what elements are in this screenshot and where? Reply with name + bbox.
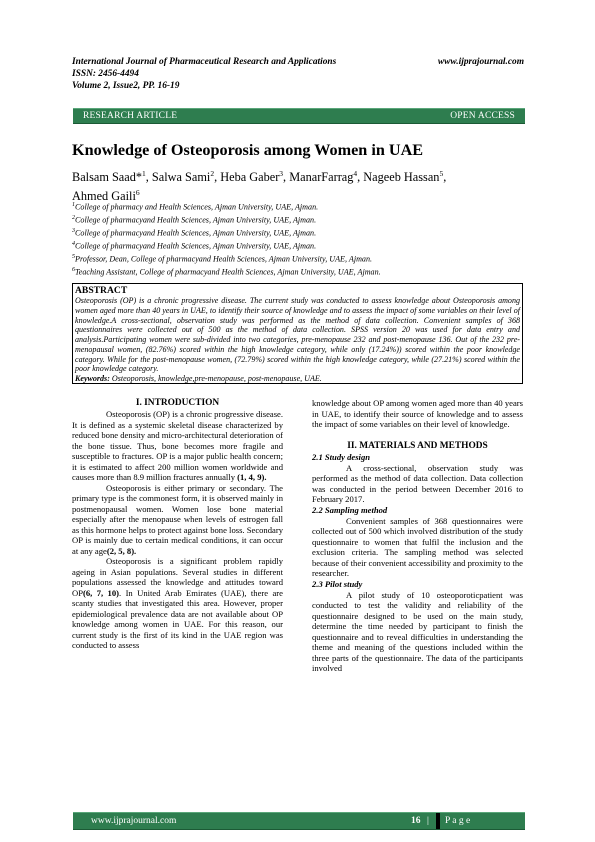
footer-url[interactable]: www.ijprajournal.com xyxy=(91,816,177,826)
paragraph: Osteoporosis is either primary or secondary. The primary type is the commonest form, it is observed mainly in postmenopausal women. Women lose bone material especially after the menopause when levels of estrogen fall as this hormone helps to protect against bone loss. Secondary OP is mainly due to certain medical conditions, it can occur at any age(2, 5, 8). xyxy=(72,482,283,556)
author: Balsam Saad*$^1$, xyxy=(72,169,152,185)
affiliation: $^1$College of pharmacy and Health Sciences, Ajman University, UAE, Ajman. xyxy=(72,202,319,212)
keywords xyxy=(75,374,520,384)
page-number: 16 xyxy=(411,816,421,826)
volume-info: Volume 2, Issue2, PP. 16-19 xyxy=(72,81,180,91)
issn: ISSN: 2456-4494 xyxy=(72,69,139,79)
section-heading-methods: II. MATERIALS AND METHODS xyxy=(347,440,488,451)
author: Heba Gaber$^3$, xyxy=(220,169,290,185)
author: Nageeb Hassan$^5$, xyxy=(363,169,447,185)
page-label: P a g e xyxy=(445,816,471,826)
paragraph: Osteoporosis (OP) is a chronic progressive disease. It is defined as a systemic skeletal disease characterized by reduced bone density and micro-architectural deterioration of the bone tissue. Thus, bone becomes more fragile and susceptible to fractures. OP is a major public health concern; it is estimated to affect 200 million women worldwide and causes more than 8.9 million fractures annually (1, 4, 9). xyxy=(72,409,283,482)
abstract-text: Osteoporosis (OP) is a chronic progressive disease. The current study was conducted to assess knowledge about Osteoporosis among women aged more than 40 years in UAE, to identify their source of knowledge and to assess the impact of some variables on their level of knowledge.A cross-sectional, observation study was performed as the method of data collection. Convenient samples of 368 questionnaires were collected out of 500 as the method of data collection. SPSS version 20 was used for data entry and analysis.Participating women were sub-divided into two categories, pre-menopause 232 and post-menopause 136. Out of the 232 pre-menopausal women, (82.76%) scored within the high knowledge category, while only (17.24%)) scored within the poor knowledge category. While for the post-menopause women, (72.79%) scored within the high knowledge category, while (27.21%) scored within the poor knowledge category. xyxy=(75,296,520,374)
citation: (6, 7, 10) xyxy=(83,587,120,598)
journal-url[interactable]: www.ijprajournal.com xyxy=(437,57,524,67)
article-type-banner xyxy=(73,108,525,124)
author-list xyxy=(72,166,532,204)
subsection-title: 2.1 Study design xyxy=(312,451,371,462)
citation: (2, 5, 8). xyxy=(106,545,137,556)
citation: (1, 4, 9). xyxy=(237,472,267,482)
author: Ahmed Gaili$^6$ xyxy=(72,188,140,204)
affiliation: $^4$College of pharmacyand Health Sciences, Ajman University, UAE, Ajman. xyxy=(72,240,317,251)
author: ManarFarrag$^4$, xyxy=(289,169,364,185)
open-access-label: OPEN ACCESS xyxy=(450,111,515,121)
affiliation-list xyxy=(72,200,532,278)
paragraph: A cross-sectional, observation study was performed as the method of data collection. Data collection was conducted in the period between December 2016 to February 2017. xyxy=(312,462,523,504)
abstract-box xyxy=(72,283,523,384)
paragraph: Osteoporosis is a significant problem rapidly ageing in Asian populations. Several studies in different populations assessed the knowledge and attitudes toward OP(6, 7, 10). In United Arab Emirates (UAE), there are scanty studies that investigated this area. However, proper epidemiological prevalence data are not available about OP knowledge among women in UAE. For this reason, our current study is the first of its kind in the UAE region was conducted to assess xyxy=(72,556,283,650)
page-separator: | xyxy=(427,816,429,826)
footer-divider xyxy=(436,813,440,829)
right-column xyxy=(312,398,523,674)
paragraph: A pilot study of 10 osteoporoticpatient was conducted to test the validity and reliability of the questionnaire designed to be used on the main study, determine the time needed by participant to finish the questionnaire and to reveal difficulties in understanding the theme and meaning of the questions included within the three parts of the questionnaire. The data of the participants involved xyxy=(312,589,523,673)
abstract-heading: ABSTRACT xyxy=(75,285,128,296)
page-footer xyxy=(73,812,525,830)
affiliation: $^3$College of pharmacyand Health Sciences, Ajman University, UAE, Ajman. xyxy=(72,227,317,238)
keywords-text: Osteoporosis, knowledge,pre-menopause, post-menopause, UAE. xyxy=(109,374,322,383)
subsection-title: 2.3 Pilot study xyxy=(312,578,363,589)
journal-name: International Journal of Pharmaceutical Research and Applications xyxy=(72,57,337,67)
paper-title: Knowledge of Osteoporosis among Women in UAE xyxy=(72,141,424,159)
author: Salwa Sami$^2$, xyxy=(151,169,221,185)
left-column xyxy=(72,398,283,651)
paragraph: knowledge about OP among women aged more than 40 years in UAE, to identify their source of knowledge and to assess the impact of some variables on their level of knowledge. xyxy=(312,398,523,429)
subsection-title: 2.2 Sampling method xyxy=(312,504,388,515)
section-heading-introduction: I. INTRODUCTION xyxy=(135,398,220,408)
affiliation: $^2$College of pharmacyand Health Sciences, Ajman University, UAE, Ajman. xyxy=(72,214,317,225)
keywords-label: Keywords: xyxy=(75,374,110,383)
affiliation: $^5$Professor, Dean, College of pharmacyand Health Sciences, Ajman University, UAE, Ajman. xyxy=(72,253,373,264)
paragraph: Convenient samples of 368 questionnaires were collected out of 500 which involved distribution of the study questionnaire to women that fulfil the inclusion and the exclusion criteria. The sampling method was selected because of their convenient accessibility and proximity to the researcher. xyxy=(312,515,523,578)
research-article-label: RESEARCH ARTICLE xyxy=(83,111,178,121)
affiliation: $^6$Teaching Assistant, College of pharmacyand Health Sciences, Ajman University, UAE, Ajman. xyxy=(72,266,381,277)
journal-header xyxy=(72,57,524,68)
